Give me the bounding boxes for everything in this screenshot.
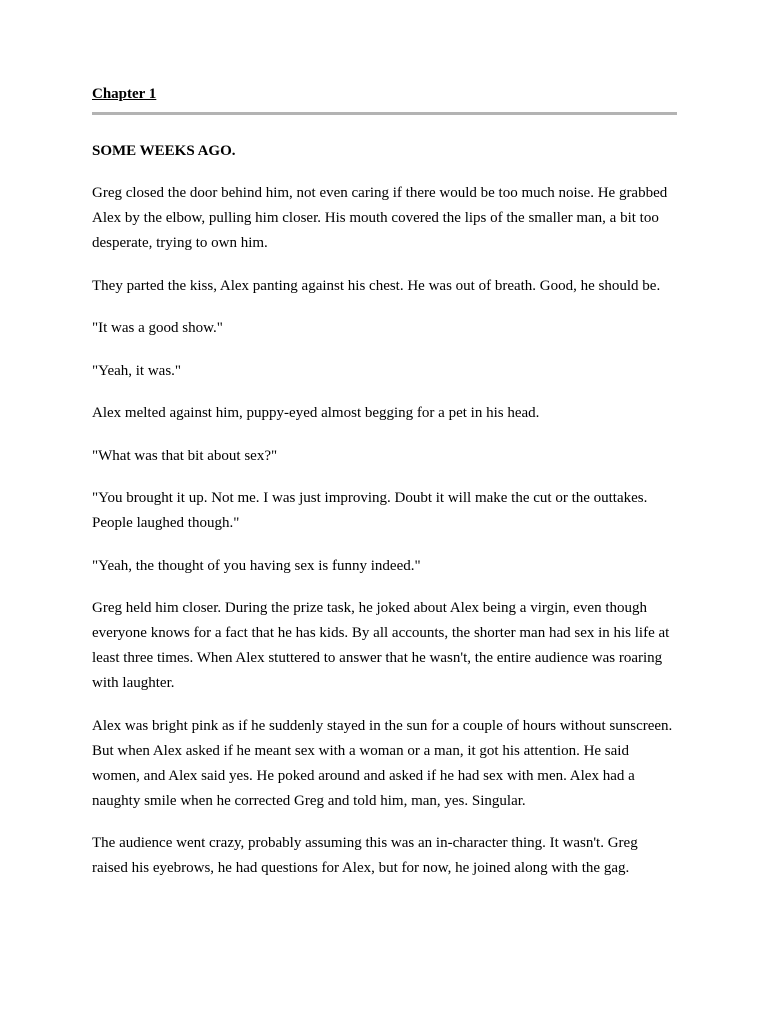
horizontal-rule [92, 112, 677, 115]
paragraph: They parted the kiss, Alex panting against his chest. He was out of breath. Good, he should be. [92, 277, 661, 294]
paragraph: "You brought it up. Not me. I was just improving. Doubt it will make the cut or the outtakes. People laughed though." [92, 490, 648, 531]
section-heading: SOME WEEKS AGO. [92, 143, 236, 159]
paragraph: Greg closed the door behind him, not even caring if there would be too much noise. He grabbed Alex by the elbow, pulling him closer. His mouth covered the lips of the smaller man, a bit too desperate, trying to own him. [92, 185, 668, 251]
paragraph: Alex was bright pink as if he suddenly stayed in the sun for a couple of hours without sunscreen. But when Alex asked if he meant sex with a woman or a man, it got his attention. He said women, and Alex said yes. He poked around and asked if he had sex with men. Alex had a naughty smile when he corrected Greg and told him, man, yes. Singular. [92, 717, 673, 809]
paragraph: Alex melted against him, puppy-eyed almost begging for a pet in his head. [92, 405, 540, 421]
paragraph: Greg held him closer. During the prize task, he joked about Alex being a virgin, even though everyone knows for a fact that he has kids. By all accounts, the shorter man had sex in his life at least three times. When Alex stuttered to answer that he wasn't, the entire audience was roaring with laughter. [92, 600, 670, 691]
paragraph: The audience went crazy, probably assuming this was an in-character thing. It wasn't. Greg raised his eyebrows, he had questions for Alex, but for now, he joined along with the gag. [92, 835, 638, 876]
paragraph: "Yeah, the thought of you having sex is funny indeed." [92, 557, 421, 574]
paragraph: "What was that bit about sex?" [92, 447, 278, 464]
paragraph: "Yeah, it was." [92, 362, 182, 379]
paragraph: "It was a good show." [92, 320, 223, 336]
document-page [92, 85, 677, 899]
chapter-title: Chapter 1 [92, 86, 157, 102]
